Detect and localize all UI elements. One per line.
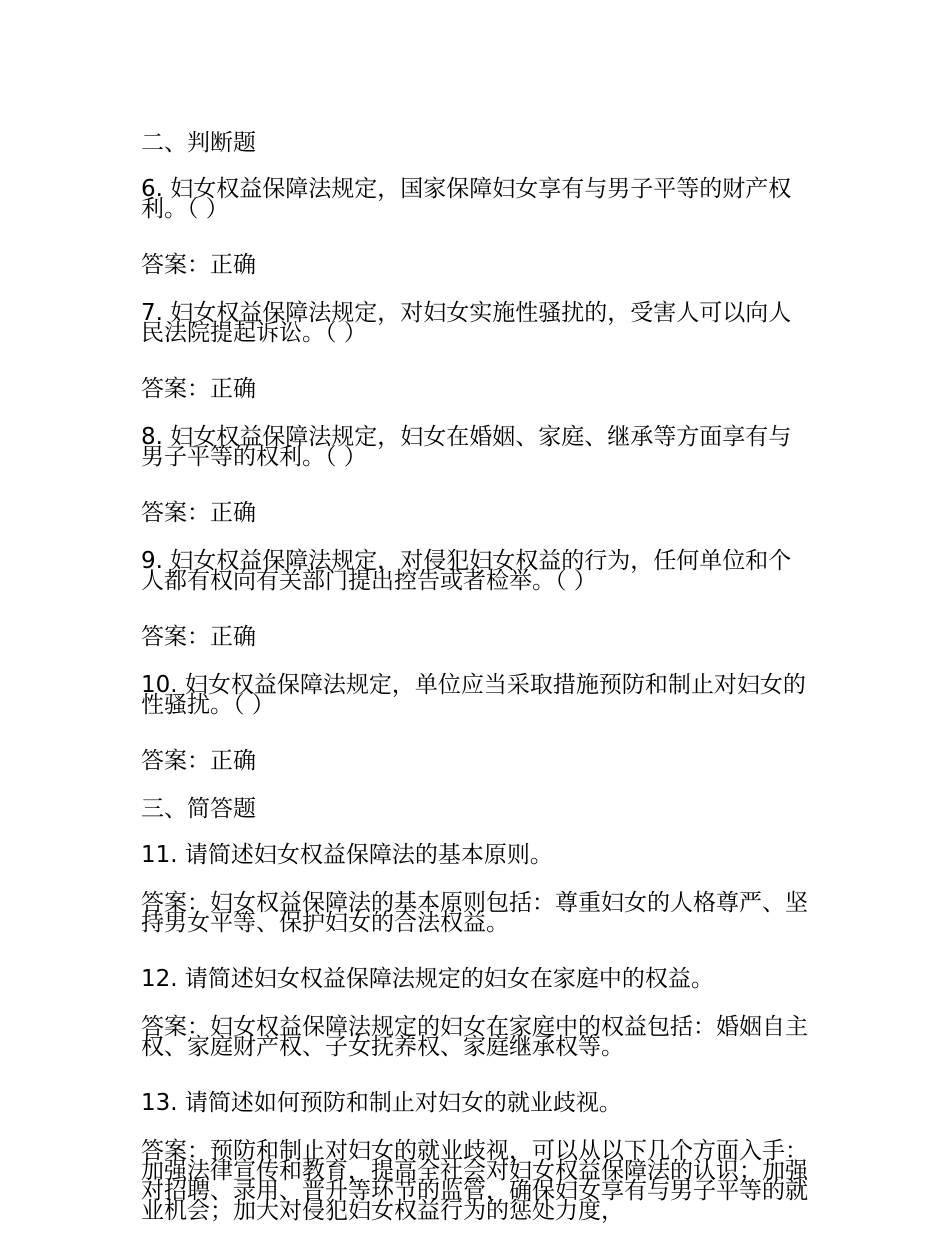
question-13: 13. 请简述如何预防和制止对妇女的就业歧视。	[141, 1090, 622, 1116]
question-11: 11. 请简述妇女权益保障法的基本原则。	[141, 842, 553, 868]
answer-9: 答案：正确	[141, 624, 256, 650]
section-heading-judgment: 二、判断题	[141, 130, 256, 156]
section-heading-short-answer: 三、简答题	[141, 796, 256, 822]
answer-13: 答案：预防和制止对妇女的就业歧视，可以从以下几个方面入手：加强法律宣传和教育，提高全社会对妇女权益保障法的认识；加强对招聘、录用、晋升等环节的监管，确保妇女享有与男子平等的就业机会；加大对侵犯妇女权益行为的惩处力度，	[141, 1138, 808, 1224]
answer-12: 答案：妇女权益保障法规定的妇女在家庭中的权益包括：婚姻自主权、家庭财产权、子女抚养权、家庭继承权等。	[141, 1014, 808, 1060]
document-body	[141, 128, 813, 1252]
question-6: 6. 妇女权益保障法规定，国家保障妇女享有与男子平等的财产权利。（ ）	[141, 176, 792, 222]
answer-8: 答案：正确	[141, 500, 256, 526]
question-10: 10. 妇女权益保障法规定，单位应当采取措施预防和制止对妇女的性骚扰。（ ）	[141, 672, 806, 718]
answer-6: 答案：正确	[141, 252, 256, 278]
question-12: 12. 请简述妇女权益保障法规定的妇女在家庭中的权益。	[141, 966, 714, 992]
answer-7: 答案：正确	[141, 376, 256, 402]
question-8: 8. 妇女权益保障法规定，妇女在婚姻、家庭、继承等方面享有与男子平等的权利。（ ）	[141, 424, 792, 470]
answer-10: 答案：正确	[141, 748, 256, 774]
question-7: 7. 妇女权益保障法规定，对妇女实施性骚扰的，受害人可以向人民法院提起诉讼。（ ）	[141, 300, 792, 346]
question-9: 9. 妇女权益保障法规定，对侵犯妇女权益的行为，任何单位和个人都有权向有关部门提出控告或者检举。（ ）	[141, 548, 792, 594]
answer-11: 答案：妇女权益保障法的基本原则包括：尊重妇女的人格尊严、坚持男女平等、保护妇女的合法权益。	[141, 890, 808, 936]
